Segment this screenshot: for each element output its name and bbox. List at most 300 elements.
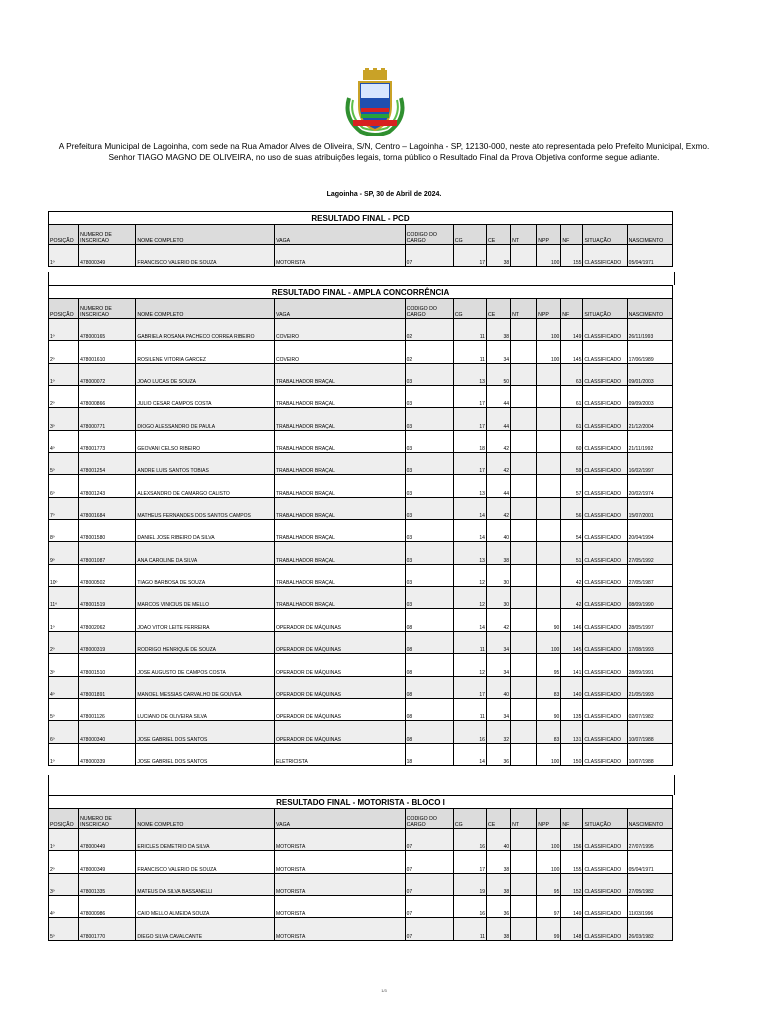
table-row xyxy=(49,743,673,765)
cell-numero: 478000349 xyxy=(79,851,136,873)
column-header-numero: NUMERO DE INSCRICAO xyxy=(79,225,136,245)
cell-nome: JOAO LUCAS DE SOUZA xyxy=(136,363,275,385)
table-body xyxy=(49,286,673,766)
cell-situacao: CLASSIFICADO xyxy=(583,654,627,676)
cell-vaga: TRABALHADOR BRAÇAL xyxy=(275,475,406,497)
cell-numero: 478001254 xyxy=(79,453,136,475)
results-table-ampla xyxy=(48,285,673,766)
cell-numero: 478001773 xyxy=(79,430,136,452)
cell-numero: 478001519 xyxy=(79,587,136,609)
table-row xyxy=(49,341,673,363)
section-title-row xyxy=(49,286,673,299)
cell-nome: MATEUS DA SILVA BASSANELLI xyxy=(136,873,275,895)
cell-nf: 54 xyxy=(561,520,583,542)
cell-nome: CAIO MELLO ALMEIDA SOUZA xyxy=(136,896,275,918)
cell-npp: 100 xyxy=(537,631,561,653)
cell-nascimento: 08/09/1990 xyxy=(627,587,672,609)
cell-numero: 478000165 xyxy=(79,319,136,341)
cell-npp xyxy=(537,542,561,564)
cell-situacao: CLASSIFICADO xyxy=(583,542,627,564)
section-title: RESULTADO FINAL - PCD xyxy=(49,212,673,225)
cell-posicao: 2º xyxy=(49,851,79,873)
cell-cg: 14 xyxy=(453,743,486,765)
cell-cg: 12 xyxy=(453,587,486,609)
column-header-npp: NPP xyxy=(537,809,561,829)
table-row xyxy=(49,829,673,851)
cell-nascimento: 27/05/1982 xyxy=(627,873,672,895)
column-header-situacao: SITUAÇÃO xyxy=(583,809,627,829)
table-row xyxy=(49,896,673,918)
cell-nf: 155 xyxy=(561,245,583,267)
cell-ce: 40 xyxy=(487,829,511,851)
cell-numero: 478000986 xyxy=(79,896,136,918)
cell-npp: 100 xyxy=(537,245,561,267)
cell-nome: DIOGO ALESSANDRO DE PAULA xyxy=(136,408,275,430)
cell-nascimento: 17/06/1989 xyxy=(627,341,672,363)
cell-posicao: 2º xyxy=(49,386,79,408)
cell-nt xyxy=(511,743,537,765)
section-gap xyxy=(48,272,675,285)
table-row xyxy=(49,475,673,497)
cell-nome: ANDRE LUIS SANTOS TOBIAS xyxy=(136,453,275,475)
cell-posicao: 1º xyxy=(49,609,79,631)
cell-codigo: 07 xyxy=(405,896,453,918)
cell-nf: 152 xyxy=(561,873,583,895)
page-number: 1/3 xyxy=(381,988,387,993)
cell-cg: 17 xyxy=(453,386,486,408)
cell-situacao: CLASSIFICADO xyxy=(583,341,627,363)
column-header-cg: CG xyxy=(453,225,486,245)
cell-posicao: 5º xyxy=(49,918,79,940)
column-header-row xyxy=(49,809,673,829)
cell-vaga: MOTORISTA xyxy=(275,896,406,918)
cell-vaga: TRABALHADOR BRAÇAL xyxy=(275,497,406,519)
cell-cg: 17 xyxy=(453,245,486,267)
cell-cg: 17 xyxy=(453,676,486,698)
cell-ce: 38 xyxy=(487,245,511,267)
cell-nome: ALEXSANDRO DE CAMARGO CALISTO xyxy=(136,475,275,497)
cell-ce: 34 xyxy=(486,341,510,363)
cell-nascimento: 10/07/1988 xyxy=(627,743,672,765)
cell-cg: 13 xyxy=(453,475,486,497)
cell-numero: 478001684 xyxy=(79,497,136,519)
cell-situacao: CLASSIFICADO xyxy=(583,676,627,698)
cell-ce: 38 xyxy=(487,873,511,895)
cell-codigo: 07 xyxy=(405,245,453,267)
cell-ce: 42 xyxy=(486,609,510,631)
table-row xyxy=(49,698,673,720)
cell-codigo: 03 xyxy=(405,587,453,609)
table-row xyxy=(49,245,673,267)
cell-posicao: 4º xyxy=(49,896,79,918)
table-row xyxy=(49,654,673,676)
cell-nascimento: 28/09/1991 xyxy=(627,654,672,676)
cell-nome: GABRIELA ROSANA PACHECO CORREA RIBEIRO xyxy=(136,319,275,341)
cell-posicao: 7º xyxy=(49,497,79,519)
cell-vaga: MOTORISTA xyxy=(275,245,406,267)
column-header-nt: NT xyxy=(511,225,537,245)
cell-nome: MATHEUS FERNANDES DOS SANTOS CAMPOS xyxy=(136,497,275,519)
cell-nf: 149 xyxy=(561,896,583,918)
cell-nf: 63 xyxy=(561,363,583,385)
column-header-ce: CE xyxy=(487,225,511,245)
cell-numero: 478001243 xyxy=(79,475,136,497)
cell-posicao: 6º xyxy=(49,721,79,743)
cell-posicao: 9º xyxy=(49,542,79,564)
cell-cg: 12 xyxy=(453,654,486,676)
cell-nt xyxy=(511,873,537,895)
cell-numero: 478001126 xyxy=(79,698,136,720)
cell-nascimento: 21/12/2004 xyxy=(627,408,672,430)
cell-codigo: 18 xyxy=(405,743,453,765)
cell-nascimento: 09/09/2003 xyxy=(627,386,672,408)
cell-numero: 478001891 xyxy=(79,676,136,698)
cell-codigo: 02 xyxy=(405,341,453,363)
cell-vaga: TRABALHADOR BRAÇAL xyxy=(275,542,406,564)
cell-nascimento: 27/05/1992 xyxy=(627,542,672,564)
cell-nome: RODRIGO HENRIQUE DE SOUZA xyxy=(136,631,275,653)
cell-numero: 478001510 xyxy=(79,654,136,676)
cell-nt xyxy=(511,631,537,653)
cell-nascimento: 26/03/1982 xyxy=(627,918,672,940)
cell-nome: ANA CAROLINE DA SILVA xyxy=(136,542,275,564)
cell-nt xyxy=(511,363,537,385)
cell-ce: 36 xyxy=(487,896,511,918)
cell-nascimento: 10/07/1988 xyxy=(627,721,672,743)
cell-npp: 83 xyxy=(537,721,561,743)
cell-vaga: MOTORISTA xyxy=(275,851,406,873)
cell-posicao: 2º xyxy=(49,631,79,653)
cell-npp: 95 xyxy=(537,873,561,895)
cell-posicao: 4º xyxy=(49,430,79,452)
cell-nt xyxy=(511,896,537,918)
cell-numero: 478000072 xyxy=(79,363,136,385)
cell-situacao: CLASSIFICADO xyxy=(583,631,627,653)
cell-posicao: 3º xyxy=(49,873,79,895)
column-header-vaga: VAGA xyxy=(275,225,406,245)
cell-nome: DIEGO SILVA CAVALCANTE xyxy=(136,918,275,940)
cell-posicao: 1º xyxy=(49,829,79,851)
cell-numero: 478001335 xyxy=(79,873,136,895)
table-row xyxy=(49,520,673,542)
intro-paragraph: A Prefeitura Municipal de Lagoinha, com sede na Rua Amador Alves de Oliveira, S/N, Centro – Lagoinha - SP, 12130-000, neste ato representada pelo Prefeito Municipal, Exmo. Senhor TIAGO MAGNO DE OLIVEIRA, no uso de suas atribuições legais, torna público o Resultado Final da Prova Objetiva conforme segue adiante. xyxy=(58,141,710,163)
section-title: RESULTADO FINAL - AMPLA CONCORRÊNCIA xyxy=(49,286,673,299)
cell-npp: 100 xyxy=(537,341,561,363)
cell-nascimento: 21/05/1993 xyxy=(627,676,672,698)
cell-cg: 14 xyxy=(453,497,486,519)
cell-npp: 83 xyxy=(537,676,561,698)
column-header-situacao: SITUAÇÃO xyxy=(583,225,627,245)
cell-ce: 40 xyxy=(486,676,510,698)
cell-npp xyxy=(537,587,561,609)
cell-nf: 135 xyxy=(561,698,583,720)
cell-nt xyxy=(511,851,537,873)
cell-nt xyxy=(511,609,537,631)
cell-cg: 11 xyxy=(453,631,486,653)
column-header-posicao: POSIÇÃO xyxy=(49,299,79,319)
cell-nome: LUCIANO DE OLIVEIRA SILVA xyxy=(136,698,275,720)
cell-npp xyxy=(537,430,561,452)
cell-nome: MARCOS VINICIUS DE MELLO xyxy=(136,587,275,609)
cell-situacao: CLASSIFICADO xyxy=(583,245,627,267)
cell-nt xyxy=(511,408,537,430)
cell-posicao: 5º xyxy=(49,698,79,720)
cell-npp: 100 xyxy=(537,851,561,873)
table-row xyxy=(49,430,673,452)
cell-numero: 478000449 xyxy=(79,829,136,851)
cell-ce: 38 xyxy=(486,542,510,564)
column-header-nascimento: NASCIMENTO xyxy=(627,225,672,245)
cell-nf: 145 xyxy=(561,631,583,653)
cell-numero: 478000771 xyxy=(79,408,136,430)
cell-cg: 12 xyxy=(453,564,486,586)
cell-nf: 131 xyxy=(561,721,583,743)
cell-cg: 17 xyxy=(453,453,486,475)
cell-codigo: 08 xyxy=(405,631,453,653)
column-header-ce: CE xyxy=(487,809,511,829)
cell-nt xyxy=(511,453,537,475)
cell-cg: 14 xyxy=(453,609,486,631)
column-header-nascimento: NASCIMENTO xyxy=(627,809,672,829)
cell-npp xyxy=(537,363,561,385)
cell-cg: 19 xyxy=(453,873,486,895)
cell-npp xyxy=(537,520,561,542)
cell-cg: 16 xyxy=(453,721,486,743)
cell-ce: 34 xyxy=(486,698,510,720)
table-row xyxy=(49,408,673,430)
column-header-cg: CG xyxy=(453,809,486,829)
cell-situacao: CLASSIFICADO xyxy=(583,918,627,940)
cell-codigo: 07 xyxy=(405,873,453,895)
cell-situacao: CLASSIFICADO xyxy=(583,721,627,743)
cell-nt xyxy=(511,587,537,609)
cell-nascimento: 20/02/1974 xyxy=(627,475,672,497)
cell-posicao: 10º xyxy=(49,564,79,586)
column-header-numero: NUMERO DE INSCRICAO xyxy=(79,809,136,829)
table-body xyxy=(49,796,673,941)
cell-nf: 141 xyxy=(561,654,583,676)
column-header-row xyxy=(49,299,673,319)
cell-nt xyxy=(511,497,537,519)
document-date: Lagoinha - SP, 30 de Abril de 2024. xyxy=(326,191,442,198)
cell-situacao: CLASSIFICADO xyxy=(583,851,627,873)
cell-npp xyxy=(537,386,561,408)
cell-vaga: TRABALHADOR BRAÇAL xyxy=(275,587,406,609)
cell-nt xyxy=(511,430,537,452)
municipal-coat-of-arms xyxy=(339,68,411,136)
cell-codigo: 03 xyxy=(405,475,453,497)
table-row xyxy=(49,363,673,385)
cell-situacao: CLASSIFICADO xyxy=(583,873,627,895)
cell-nascimento: 09/01/2003 xyxy=(627,363,672,385)
cell-vaga: MOTORISTA xyxy=(275,918,406,940)
cell-vaga: TRABALHADOR BRAÇAL xyxy=(275,520,406,542)
cell-codigo: 07 xyxy=(405,851,453,873)
cell-numero: 478001610 xyxy=(79,341,136,363)
cell-nome: JOSE GABRIEL DOS SANTOS xyxy=(136,743,275,765)
cell-nt xyxy=(511,918,537,940)
cell-npp: 100 xyxy=(537,743,561,765)
table-row xyxy=(49,676,673,698)
cell-cg: 11 xyxy=(453,341,486,363)
table-row xyxy=(49,386,673,408)
column-header-codigo: CODIGO DO CARGO xyxy=(405,809,453,829)
column-header-npp: NPP xyxy=(537,225,561,245)
cell-nf: 146 xyxy=(561,609,583,631)
cell-nome: MANOEL MESSIAS CARVALHO DE GOUVEA xyxy=(136,676,275,698)
cell-codigo: 08 xyxy=(405,676,453,698)
table-row xyxy=(49,564,673,586)
cell-situacao: CLASSIFICADO xyxy=(583,587,627,609)
cell-nome: FRANCISCO VALERIO DE SOUZA xyxy=(136,245,275,267)
cell-ce: 40 xyxy=(486,520,510,542)
cell-vaga: TRABALHADOR BRAÇAL xyxy=(275,408,406,430)
cell-posicao: 4º xyxy=(49,676,79,698)
cell-vaga: TRABALHADOR BRAÇAL xyxy=(275,430,406,452)
table-body xyxy=(49,212,673,267)
cell-codigo: 02 xyxy=(405,319,453,341)
cell-npp xyxy=(537,497,561,519)
cell-nascimento: 05/04/1971 xyxy=(627,245,672,267)
cell-nascimento: 27/07/1995 xyxy=(627,829,672,851)
cell-vaga: TRABALHADOR BRAÇAL xyxy=(275,363,406,385)
cell-nascimento: 05/04/1971 xyxy=(627,851,672,873)
cell-nf: 61 xyxy=(561,386,583,408)
cell-posicao: 6º xyxy=(49,475,79,497)
cell-nascimento: 26/11/1993 xyxy=(627,319,672,341)
cell-cg: 16 xyxy=(453,896,486,918)
cell-npp xyxy=(537,453,561,475)
column-header-cg: CG xyxy=(453,299,486,319)
cell-npp: 95 xyxy=(537,654,561,676)
cell-vaga: MOTORISTA xyxy=(275,873,406,895)
column-header-codigo: CODIGO DO CARGO xyxy=(405,225,453,245)
column-header-posicao: POSIÇÃO xyxy=(49,225,79,245)
cell-vaga: OPERADOR DE MÁQUINAS xyxy=(275,631,406,653)
table-row xyxy=(49,918,673,940)
cell-codigo: 08 xyxy=(405,698,453,720)
cell-codigo: 03 xyxy=(405,564,453,586)
cell-npp xyxy=(537,475,561,497)
cell-nascimento: 11/03/1996 xyxy=(627,896,672,918)
cell-nome: JULIO CESAR CAMPOS COSTA xyxy=(136,386,275,408)
column-header-situacao: SITUAÇÃO xyxy=(583,299,627,319)
cell-situacao: CLASSIFICADO xyxy=(583,363,627,385)
cell-cg: 18 xyxy=(453,430,486,452)
cell-nf: 57 xyxy=(561,475,583,497)
cell-situacao: CLASSIFICADO xyxy=(583,698,627,720)
cell-cg: 13 xyxy=(453,542,486,564)
column-header-nome: NOME COMPLETO xyxy=(136,299,275,319)
cell-nt xyxy=(511,721,537,743)
results-table-pcd xyxy=(48,211,673,267)
cell-codigo: 07 xyxy=(405,829,453,851)
cell-vaga: TRABALHADOR BRAÇAL xyxy=(275,386,406,408)
cell-cg: 16 xyxy=(453,829,486,851)
column-header-nt: NT xyxy=(511,809,537,829)
column-header-vaga: VAGA xyxy=(275,299,406,319)
cell-situacao: CLASSIFICADO xyxy=(583,430,627,452)
column-header-ce: CE xyxy=(486,299,510,319)
cell-nf: 140 xyxy=(561,676,583,698)
cell-ce: 42 xyxy=(486,430,510,452)
column-header-row xyxy=(49,225,673,245)
table-row xyxy=(49,873,673,895)
cell-nome: JOSE GABRIEL DOS SANTOS xyxy=(136,721,275,743)
cell-nf: 150 xyxy=(561,743,583,765)
cell-codigo: 03 xyxy=(405,542,453,564)
cell-vaga: ELETRICISTA xyxy=(275,743,406,765)
cell-numero: 478001770 xyxy=(79,918,136,940)
cell-nf: 155 xyxy=(561,851,583,873)
cell-posicao: 11º xyxy=(49,587,79,609)
cell-nt xyxy=(511,341,537,363)
cell-situacao: CLASSIFICADO xyxy=(583,743,627,765)
table-row xyxy=(49,542,673,564)
section-title-row xyxy=(49,212,673,225)
cell-situacao: CLASSIFICADO xyxy=(583,453,627,475)
cell-situacao: CLASSIFICADO xyxy=(583,475,627,497)
cell-ce: 34 xyxy=(486,654,510,676)
results-table-motorista-bloco-i xyxy=(48,795,673,941)
cell-nome: ERICLES DEMETRIO DA SILVA xyxy=(136,829,275,851)
cell-nascimento: 17/08/1993 xyxy=(627,631,672,653)
cell-codigo: 08 xyxy=(405,721,453,743)
table-row xyxy=(49,631,673,653)
cell-codigo: 03 xyxy=(405,363,453,385)
column-header-nome: NOME COMPLETO xyxy=(136,809,275,829)
cell-nt xyxy=(511,676,537,698)
cell-vaga: MOTORISTA xyxy=(275,829,406,851)
cell-nt xyxy=(511,542,537,564)
cell-nascimento: 15/07/2001 xyxy=(627,497,672,519)
cell-codigo: 03 xyxy=(405,453,453,475)
column-header-nascimento: NASCIMENTO xyxy=(627,299,672,319)
column-header-nf: NF xyxy=(561,299,583,319)
cell-situacao: CLASSIFICADO xyxy=(583,896,627,918)
cell-nf: 149 xyxy=(561,319,583,341)
cell-ce: 38 xyxy=(487,851,511,873)
table-row xyxy=(49,497,673,519)
cell-cg: 17 xyxy=(453,851,486,873)
cell-cg: 11 xyxy=(453,918,486,940)
cell-nome: DANIEL JOSE RIBEIRO DA SILVA xyxy=(136,520,275,542)
cell-numero: 478000319 xyxy=(79,631,136,653)
cell-vaga: OPERADOR DE MÁQUINAS xyxy=(275,721,406,743)
cell-ce: 36 xyxy=(486,743,510,765)
cell-ce: 38 xyxy=(486,319,510,341)
cell-ce: 42 xyxy=(486,497,510,519)
cell-npp xyxy=(537,564,561,586)
cell-nascimento: 28/05/1997 xyxy=(627,609,672,631)
cell-ce: 44 xyxy=(486,475,510,497)
cell-nome: FRANCISCO VALERIO DE SOUZA xyxy=(136,851,275,873)
cell-nascimento: 21/11/1992 xyxy=(627,430,672,452)
cell-numero: 478000502 xyxy=(79,564,136,586)
cell-nf: 51 xyxy=(561,542,583,564)
cell-nome: JOAO VITOR LEITE FERREIRA xyxy=(136,609,275,631)
cell-numero: 478000340 xyxy=(79,721,136,743)
cell-ce: 30 xyxy=(486,587,510,609)
cell-nt xyxy=(511,245,537,267)
cell-ce: 38 xyxy=(487,918,511,940)
cell-numero: 478000866 xyxy=(79,386,136,408)
cell-vaga: COVEIRO xyxy=(275,319,406,341)
cell-posicao: 3º xyxy=(49,408,79,430)
cell-nf: 42 xyxy=(561,587,583,609)
cell-ce: 32 xyxy=(486,721,510,743)
cell-npp: 90 xyxy=(537,609,561,631)
